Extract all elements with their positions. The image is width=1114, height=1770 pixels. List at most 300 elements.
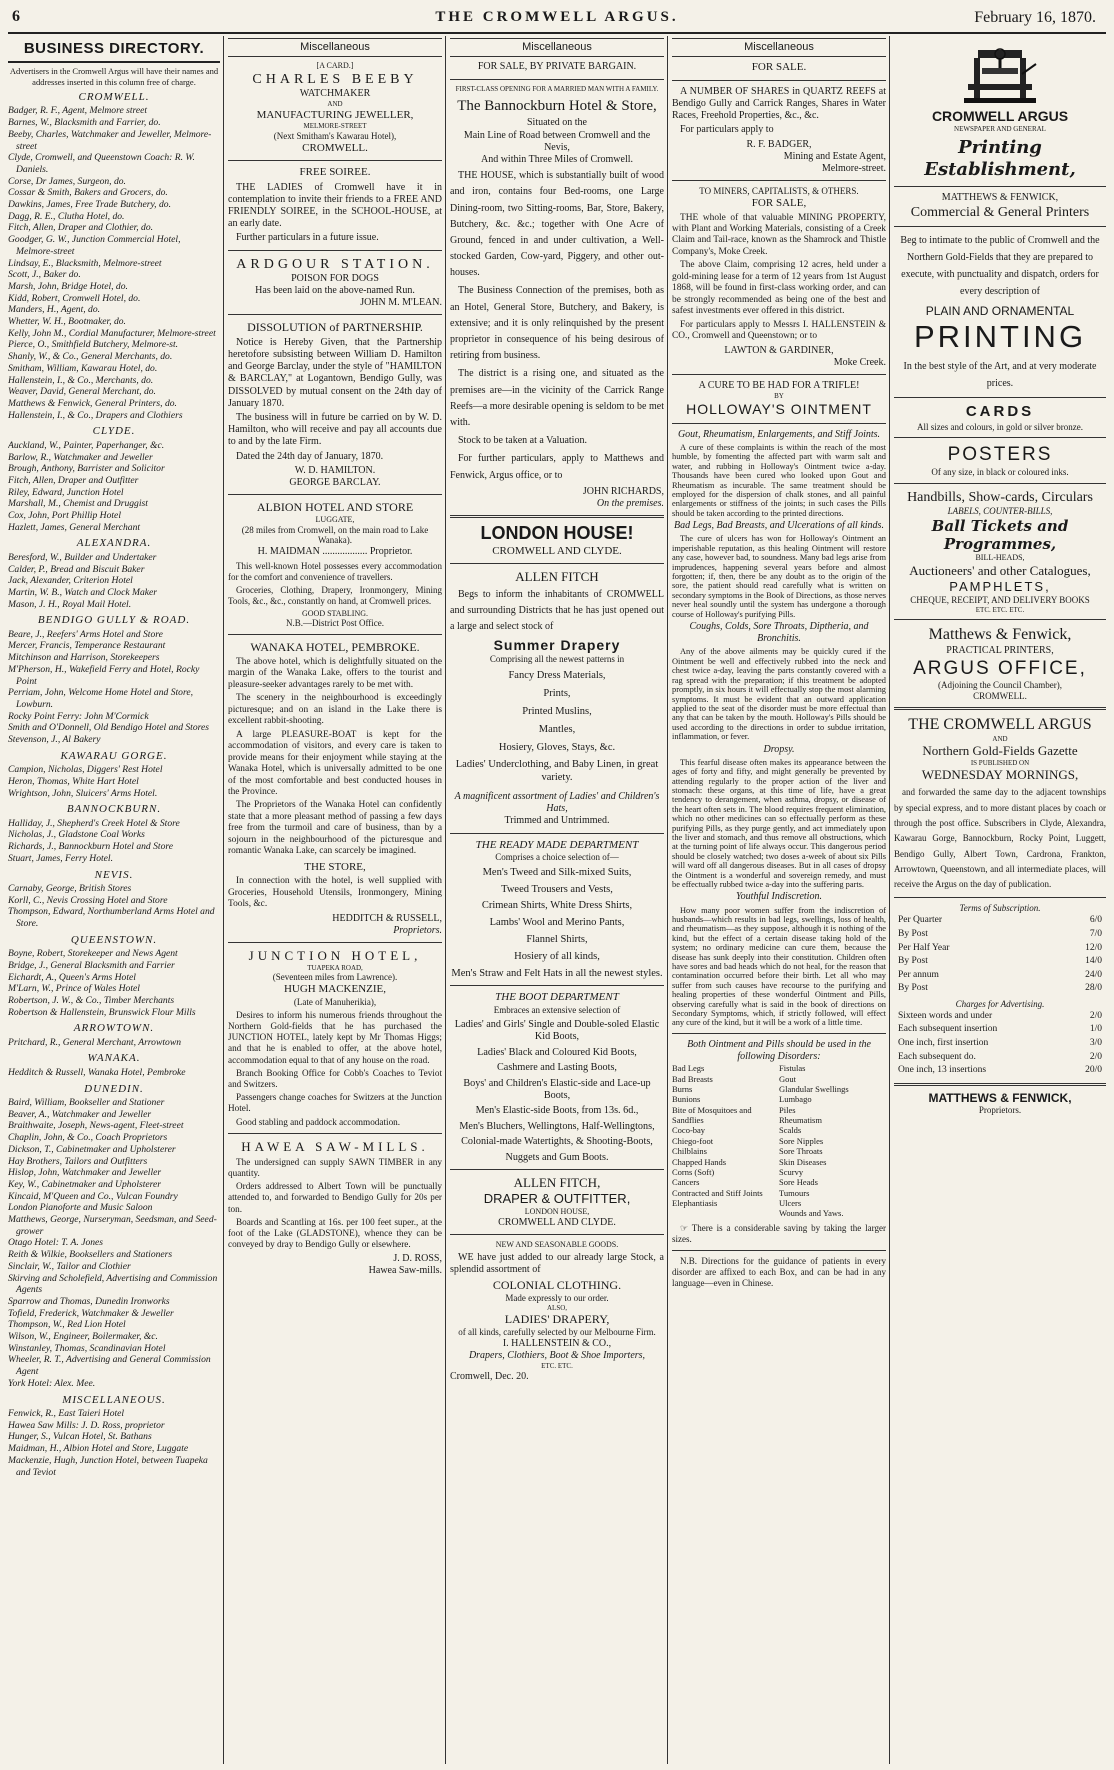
miscellaneous-column-2 xyxy=(450,38,664,1763)
page-number: 6 xyxy=(12,8,20,25)
both-heading: Both Ointment and Pills should be used in the following Disorders: xyxy=(687,1038,871,1063)
posters-sub: Of any size, in black or coloured inks. xyxy=(931,466,1069,477)
cromwell-line: CROMWELL. xyxy=(973,691,1027,702)
dissolution-text: Notice is Hereby Given, that the Partnership heretofore subsisting between William D. Hamilton and George Barclay, under the style of "HAMILTON & BARCLAY," at Logantown, Bendigo Gully, was DISSOLVED by mutual consent on the 24th day of January 1870. xyxy=(228,336,442,409)
divider xyxy=(228,314,442,315)
list-item: Mantles, xyxy=(538,723,576,735)
directory-entry: Badger, R. F., Agent, Melmore street xyxy=(8,105,148,117)
directory-entry: Goodger, G. W., Junction Commercial Hotel, Melmore-street xyxy=(8,234,181,257)
directory-entry: Korll, C., Nevis Crossing Hotel and Store xyxy=(8,894,168,906)
directory-intro: Advertisers in the Cromwell Argus will have their names and addresses inserted in this column free of charge. xyxy=(9,66,219,87)
directory-entry: Fitch, Allen, Draper and Clothier, do. xyxy=(8,222,154,234)
directory-entry: Scott, J., Baker do. xyxy=(8,269,81,281)
disorder-item: Elephantiasis xyxy=(672,1197,718,1208)
wanaka-title: WANAKA HOTEL, PEMBROKE. xyxy=(250,640,420,655)
readymade-items xyxy=(450,867,664,981)
store-text: In connection with the hotel, is well supplied with Groceries, Household Utensils, Ironmongery, Mining Tools, &c. xyxy=(228,876,442,910)
beeby-trade: WATCHMAKER xyxy=(299,88,371,100)
boot-title: THE BOOT DEPARTMENT xyxy=(495,991,619,1004)
divider xyxy=(228,942,442,943)
directory-town-heading: DUNEDIN. xyxy=(84,1082,144,1095)
directory-entry: Perriam, John, Welcome Home Hotel and Store, Lowburn. xyxy=(8,687,193,710)
directory-entry: Marshall, M., Chemist and Druggist xyxy=(8,498,148,510)
rate-row xyxy=(894,928,1106,942)
for-sale-title: FOR SALE. xyxy=(751,61,807,74)
cards-sub: All sizes and colours, in gold or silver bronze. xyxy=(917,421,1083,432)
summer-drapery: Summer Drapery xyxy=(493,637,621,654)
rate-price: 14/0 xyxy=(1085,956,1102,967)
dissolution-text-2: The business will in future be carried on by W. D. Hamilton, who will receive and pay all accounts due to and by the late Firm. xyxy=(228,412,442,448)
rate-row xyxy=(894,914,1106,928)
directory-entry: Mackenzie, Hugh, Junction Hotel, between Tuapeka and Teviot xyxy=(8,1454,208,1478)
paper-name: THE CROMWELL ARGUS xyxy=(908,716,1092,734)
readymade-title: THE READY MADE DEPARTMENT xyxy=(475,838,639,851)
column-rule xyxy=(667,36,668,1764)
directory-entry: Beresford, W., Builder and Undertaker xyxy=(8,551,157,563)
etc: ETC. ETC. xyxy=(541,1362,573,1371)
hawea-text-3: Boards and Scantling at 16s. per 100 feet super., at the foot of the Lake (GLADSTONE), whence they can be conveyed by dray to Bendigo Gully or elsewhere. xyxy=(228,1216,442,1250)
directory-entry: Manders, H., Agent, do. xyxy=(8,304,101,316)
column-header: Miscellaneous xyxy=(672,38,886,57)
directory-entry: Kincaid, M'Queen and Co., Vulcan Foundry xyxy=(8,1190,178,1202)
hawea-text: The undersigned can supply SAWN TIMBER in any quantity. xyxy=(228,1156,442,1178)
directory-entry: Robertson, J. W., & Co., Timber Merchants xyxy=(8,994,175,1006)
directory-entry: Sinclair, W., Tailor and Clothier xyxy=(8,1260,131,1272)
subscription-table xyxy=(894,914,1106,995)
directory-entry: Baird, William, Bookseller and Stationer xyxy=(8,1097,165,1108)
fitch-text: Begs to inform the inhabitants of CROMWELL and surrounding Districts that he has just opened out a large and select stock of xyxy=(450,589,664,633)
rate-price: 28/0 xyxy=(1085,983,1102,994)
divider xyxy=(450,515,664,518)
hallenstein-trade: Drapers, Clothiers, Boot & Shoe Importers, xyxy=(468,1349,646,1361)
divider xyxy=(672,423,886,424)
directory-town-heading: BENDIGO GULLY & ROAD. xyxy=(37,614,191,627)
wanaka-text-4: The Proprietors of the Wanaka Hotel can confidently state that a more pleasant method of passing a few days free from the turmoil and care of business, than by a sojourn in the neighbourhood of the picturesque and romantic Wanaka Lake, can scarcely be imagined. xyxy=(228,800,442,857)
disorder-item: Bite of Mosquitoes and Sandflies xyxy=(672,1104,752,1126)
divider xyxy=(672,374,886,375)
directory-town-heading: ARROWTOWN. xyxy=(73,1022,155,1035)
soiree-title: FREE SOIREE. xyxy=(299,166,371,179)
directory-entry: Smitham, William, Kawarau Hotel, do. xyxy=(8,362,158,374)
masthead xyxy=(8,6,1106,34)
legs-heading: Bad Legs, Bad Breasts, and Ulcerations of all kinds. xyxy=(674,520,884,532)
labels: LABELS, COUNTER-BILLS, xyxy=(947,505,1053,516)
disorder-item: Chilblains xyxy=(672,1146,707,1157)
rate-price: 20/0 xyxy=(1085,1065,1102,1076)
store-sign: HEDDITCH & RUSSELL, xyxy=(332,912,442,924)
paper-title: THE CROMWELL ARGUS. xyxy=(435,9,679,25)
directory-entry: Clyde, Cromwell, and Queenstown Coach: R. W. Daniels. xyxy=(8,152,195,175)
argus-sub: NEWSPAPER AND GENERAL xyxy=(954,125,1046,134)
soiree-note: Further particulars in a future issue. xyxy=(236,232,379,244)
list-item: Cashmere and Lasting Boots, xyxy=(497,1062,617,1074)
dissolution-sign-2: GEORGE BARCLAY. xyxy=(289,476,381,488)
directory-entry: Dawkins, James, Free Trade Butchery, do. xyxy=(8,199,171,211)
directory-entry: Hay Brothers, Tailors and Outfitters xyxy=(8,1155,148,1167)
coughs-heading: Coughs, Colds, Sore Throats, Diptheria, and Bronchitis. xyxy=(689,621,869,645)
billheads: BILL-HEADS, xyxy=(975,553,1025,563)
disorder-item: Chiego-foot xyxy=(672,1135,714,1146)
divider xyxy=(450,985,664,986)
directory-entry: Stuart, James, Ferry Hotel. xyxy=(8,852,113,864)
rate-price: 3/0 xyxy=(1089,1037,1102,1048)
directory-entry: Pritchard, R., General Merchant, Arrowtown xyxy=(8,1036,182,1048)
gout-text: A cure of these complaints is within the reach of the most humble, by fomenting the affected part with warm salt and water, and rubbing in Holloway's Ointment twice a-day. Thousands have been cured who looked upon Gout and Rheumatism as incurable. The same treatment should be employed for the dispersion of chalk stones, and all painful enlargements or stiffness of the joints; in such cases the Pills should be taken according to the printed directions. xyxy=(672,443,886,518)
directory-entry: Carnaby, George, British Stores xyxy=(8,882,132,894)
directory-entry: Matthews, George, Nurseryman, Seedsman, and Seed-grower xyxy=(8,1214,217,1237)
wednesday-mornings: WEDNESDAY MORNINGS, xyxy=(921,767,1079,783)
beeby-trade-2: MANUFACTURING JEWELLER, xyxy=(256,108,414,121)
disorder-item: Lumbago xyxy=(779,1094,812,1105)
miners-title: TO MINERS, CAPITALISTS, & OTHERS. xyxy=(699,186,859,197)
list-item: Men's Tweed and Silk-mixed Suits, xyxy=(482,866,632,878)
junction-text-3: Passengers change coaches for Switzers at the Junction Hotel. xyxy=(228,1092,442,1114)
directory-entry: Barlow, R., Watchmaker and Jeweller xyxy=(8,451,153,463)
nb-note: N.B. Directions for the guidance of patients in every disorder are affixed to each Box, and can be had in any language—even in Chinese. xyxy=(672,1255,886,1288)
adjoining: (Adjoining the Council Chamber), xyxy=(938,680,1062,691)
directory-entry: Tofield, Frederick, Watchmaker & Jeweller xyxy=(8,1307,174,1319)
directory-entry: Dagg, R. E., Clutha Hotel, do. xyxy=(8,210,125,222)
rate-price: 1/0 xyxy=(1089,1024,1102,1035)
soiree-text: THE LADIES of Cromwell have it in contemplation to invite their friends to a FREE AND FRIENDLY SOIREE, in the SCHOOL-HOUSE, at an early date. xyxy=(228,181,442,230)
directory-entry: Marsh, John, Bridge Hotel, do. xyxy=(8,280,128,292)
rate-row xyxy=(894,1010,1106,1024)
junction-text-2: Branch Booking Office for Cobb's Coaches to Teviot and Switzers. xyxy=(228,1067,442,1090)
colonial-clothing: COLONIAL CLOTHING. xyxy=(492,1278,622,1292)
directory-entry: Hallenstein, I., & Co., Merchants, do. xyxy=(8,374,154,386)
published-line: IS PUBLISHED ON xyxy=(970,758,1030,767)
directory-entry: Jack, Alexander, Criterion Hotel xyxy=(8,575,133,587)
divider xyxy=(894,186,1106,187)
divider xyxy=(450,833,664,834)
dropsy-text: This fearful disease often makes its appearance between the ages of forty and fifty, and might generally be prevented by attending regularly to the proper action of the liver and stomach: these organs, at this time of life, have a great tendency to derangement, when asthma, dropsy, or disease of the heart often sets in. The blood requires frequent elimination, which no other medicines can so effectually perform as these purifying Pills, as they purge gently, and act immediately upon the liver and stomach, and thus remove all obstructions, which at the turning point of life always occur. This dangerous period should be closely watched; two doses a-week of about six Pills will ward off all dangerous diseases. But in all cases of dropsy the Ointment is a wonderful and sovereign remedy, and must be effectually rubbed twice a-day into the suffering parts. xyxy=(672,757,886,890)
divider xyxy=(672,1250,886,1251)
directory-entry: Rocky Point Ferry: John M'Cormick xyxy=(8,710,149,722)
rate-row xyxy=(894,982,1106,996)
directory-entry: M'Larn, W., Prince of Wales Hotel xyxy=(8,983,140,995)
directory-entry: Kidd, Robert, Cromwell Hotel, do. xyxy=(8,292,141,304)
directory-entry: Fitch, Allen, Draper and Outfitter xyxy=(8,474,139,486)
house-text: THE HOUSE, which is substantially built of wood and iron, contains four Bed-rooms, one Large Dining-room, two Sitting-rooms, Bar, Store, Bakery, Butchery, &c. &c.; together with One Acre of Ground, fenced in and under cultivation, a Well-stocked Garden, Cow-yard, Piggery, and other out-houses. xyxy=(450,170,664,279)
disorder-item: Chapped Hands xyxy=(672,1156,727,1167)
divider xyxy=(894,437,1106,438)
disorder-item: Contracted and Stiff Joints xyxy=(672,1187,763,1198)
london-house: LONDON HOUSE, xyxy=(524,1206,590,1216)
directory-entry: Wheeler, R. T., Advertising and General Commission Agent xyxy=(8,1354,211,1378)
rate-price: 2/0 xyxy=(1089,1051,1102,1062)
list-item: Colonial-made Watertights, & Shooting-Boots, xyxy=(461,1136,653,1148)
column-header: Miscellaneous xyxy=(450,38,664,57)
directory-town-heading: ALEXANDRA. xyxy=(76,537,152,550)
house-text-3: The district is a rising one, and situated as the premises are—in the vicinity of the Carrick Range Reefs—a more desirable opening is seldom to be met with. xyxy=(450,368,664,428)
divider xyxy=(450,563,664,564)
printing-establishment-column xyxy=(894,38,1106,1763)
disorder-item: Piles xyxy=(779,1104,796,1115)
beeby-and: AND xyxy=(327,100,343,109)
holloway-title: HOLLOWAY'S OINTMENT xyxy=(686,400,872,417)
list-item: Men's Straw and Felt Hats in all the newest styles. xyxy=(451,967,663,979)
rate-row xyxy=(894,1051,1106,1065)
directory-heading: BUSINESS DIRECTORY. xyxy=(8,38,220,63)
wanaka-text-3: A large PLEASURE-BOAT is kept for the accommodation of visitors, and every care is taken to provide means for their enjoyment while staying at the Wanaka Hotel, which is universally admitted to be one of the most comfortable and best conducted houses in the Province. xyxy=(228,729,442,797)
issue-date: February 16, 1870. xyxy=(974,9,1096,26)
directory-entry: Braithwaite, Joseph, News-agent, Fleet-street xyxy=(8,1120,184,1132)
hotel-name: The Bannockburn Hotel & Store, xyxy=(457,98,657,115)
directory-entry: M'Pherson, H., Wakefield Ferry and Hotel, Rocky Point xyxy=(8,663,200,687)
cromwell-clyde: CROMWELL AND CLYDE. xyxy=(498,1216,616,1228)
beeby-street: MELMORE-STREET xyxy=(303,122,367,131)
list-item: Hosiery of all kinds, xyxy=(514,950,600,962)
directory-entry: Matthews & Fenwick, General Printers, do. xyxy=(8,398,177,409)
london-sub: CROMWELL AND CLYDE. xyxy=(492,545,622,558)
gout-heading: Gout, Rheumatism, Enlargements, and Stiff Joints. xyxy=(677,428,881,440)
junction-late: (Late of Manuherikia), xyxy=(293,996,377,1007)
divider xyxy=(894,226,1106,227)
directory-entry: Whetter, W. H., Bootmaker, do. xyxy=(8,316,126,328)
ardgour-title: ARDGOUR STATION. xyxy=(236,256,434,272)
shares-text: A NUMBER OF SHARES in QUARTZ REEFS at Bendigo Gully and Carrick Ranges, Shares in Water Races, Freehold Properties, &c., &c. xyxy=(672,85,886,122)
miscellaneous-column-1 xyxy=(228,38,442,1763)
sale-title: FOR SALE, BY PRIVATE BARGAIN. xyxy=(477,61,637,73)
directory-entry: Hazlett, James, General Merchant xyxy=(8,521,141,533)
disorder-item: Glandular Swellings xyxy=(779,1083,849,1094)
disorder-item: Scalds xyxy=(779,1125,802,1136)
disorder-item: Rheumatism xyxy=(779,1115,822,1126)
divider xyxy=(450,1234,664,1235)
footer-firm: MATTHEWS & FENWICK, xyxy=(928,1090,1072,1105)
dissolution-title: DISSOLUTION of PARTNERSHIP. xyxy=(247,320,423,335)
divider xyxy=(228,494,442,495)
fitch-name: ALLEN FITCH xyxy=(515,569,599,585)
rate-price: 7/0 xyxy=(1089,928,1102,939)
legs-text: The cure of ulcers has won for Holloway's Ointment an imperishable reputation, as this healing Ointment will restore any case, however bad, to soundness. Many bad legs arise from imprudences, happening several years before and almost forgotten; if, then, there be any doubt as to the origin of the sore, the patient should read carefully what is written on secondary symptoms in the Book of Directions, as those nerves never heal soundly until the system has undergone a thorough course of Holloway's purifying Pills. xyxy=(672,534,886,619)
directory-entry: Otago Hotel: T. A. Jones xyxy=(8,1237,104,1249)
directory-entry: Beaver, A., Watchmaker and Jeweller xyxy=(8,1108,152,1120)
column-header: Miscellaneous xyxy=(228,38,442,57)
ardgour-sub: POISON FOR DOGS xyxy=(291,272,379,284)
albion-stabling: GOOD STABLING. xyxy=(301,608,369,618)
list-item: Crimean Shirts, White Dress Shirts, xyxy=(481,900,633,912)
list-item: Fancy Dress Materials, xyxy=(508,670,606,682)
disorder-item: Gout xyxy=(779,1073,796,1084)
shares-sign: R. F. BADGER, xyxy=(746,138,812,150)
directory-entry: Sparrow and Thomas, Dunedin Ironworks xyxy=(8,1295,170,1307)
disorder-item: Cancers xyxy=(672,1177,700,1188)
directory-entry: Calder, P., Bread and Biscuit Baker xyxy=(8,563,145,575)
directory-town-heading: KAWARAU GORGE. xyxy=(60,749,168,762)
directory-entry: Skirving and Scholefield, Advertising and Commission Agents xyxy=(8,1272,218,1296)
albion-nb: N.B.—District Post Office. xyxy=(285,618,385,629)
directory-entry: Nicholas, J., Gladstone Coal Works xyxy=(8,829,145,841)
rate-row xyxy=(894,1023,1106,1037)
hawea-sign-2: Hawea Saw-mills. xyxy=(368,1264,442,1276)
disorders-right xyxy=(779,1063,886,1218)
directory-entry: Stevenson, J., Al Bakery xyxy=(8,734,101,746)
ardgour-sign: JOHN M. M'LEAN. xyxy=(360,297,442,309)
directory-entry: Mason, J. H., Royal Mail Hotel. xyxy=(8,598,132,610)
directory-town-heading: NEVIS. xyxy=(94,868,134,881)
miners-text-3: For particulars apply to Messrs I. HALLENSTEIN & CO., Cromwell and Queenstown; or to xyxy=(672,319,886,342)
directory-entry: York Hotel: Alex. Mee. xyxy=(8,1377,96,1389)
directory-entry: Hawea Saw Mills: J. D. Ross, proprietor xyxy=(8,1419,165,1431)
london-title: LONDON HOUSE! xyxy=(480,523,634,544)
directory-town-heading: CROMWELL. xyxy=(78,91,150,104)
shares-sign-3: Melmore-street. xyxy=(821,162,886,174)
dated: Cromwell, Dec. 20. xyxy=(450,1370,529,1382)
list-item: Hosiery, Gloves, Stays, &c. xyxy=(498,741,616,753)
miners-sale: FOR SALE, xyxy=(751,197,807,210)
business-directory-column xyxy=(8,38,220,1763)
summer-sub: Comprising all the newest patterns in xyxy=(489,654,625,665)
disorder-item: Bunions xyxy=(672,1094,701,1105)
miners-sign-2: Moke Creek. xyxy=(833,356,886,368)
list-item: Prints, xyxy=(543,688,571,700)
directory-entry: Heron, Thomas, White Hart Hotel xyxy=(8,775,139,787)
coughs-text: Any of the above ailments may be quickly cured if the Ointment be well and effectively rubbed into the neck and chest twice a-day, leaving the parts constantly covered with a rag spread with the preparation; if this treatment be adopted promptly, in six hours it will effectually stop the most alarming symptoms. It must be evident that an outward application applied to the seat of the disorder must be more effectual than any that can be taken by the mouth. Holloway's Pills should be used according to the directions in order to subdue irritation, inflammation, or fever. xyxy=(672,647,886,742)
rate-label: By Post xyxy=(898,956,928,967)
junction-name: HUGH MACKENZIE, xyxy=(283,983,387,996)
directory-entry: Campion, Nicholas, Diggers' Rest Hotel xyxy=(8,764,163,776)
rate-row xyxy=(894,1064,1106,1078)
store-title: THE STORE, xyxy=(304,860,366,873)
directory-entry: Brough, Anthony, Barrister and Solicitor xyxy=(8,463,165,475)
rate-label: Sixteen words and under xyxy=(898,1010,993,1021)
hallenstein: I. HALLENSTEIN & CO., xyxy=(502,1337,612,1349)
directory-entry: Robertson & Hallenstein, Brunswick Flour Mills xyxy=(8,1006,196,1018)
argus-name: CROMWELL ARGUS xyxy=(931,108,1069,124)
disorders-left xyxy=(672,1063,779,1218)
list-item: Ladies' Underclothing, and Baby Linen, in great variety. xyxy=(455,759,659,784)
hotel-situated: Situated on the xyxy=(527,117,587,129)
rate-row xyxy=(894,955,1106,969)
directory-entry: Richards, J., Bannockburn Hotel and Store xyxy=(8,841,174,853)
directory-entry: Cossar & Smith, Bakers and Grocers, do. xyxy=(8,187,168,199)
youth-heading: Youthful Indiscretion. xyxy=(736,891,822,903)
disorder-item: Coco-bay xyxy=(672,1125,706,1136)
directory-entry: Hislop, John, Watchmaker and Jeweller xyxy=(8,1167,162,1179)
directory-entry: Mercer, Francis, Temperance Restaurant xyxy=(8,640,166,652)
cure-by: BY xyxy=(774,392,784,401)
rate-label: Per annum xyxy=(898,969,939,980)
rate-label: One inch, 13 insertions xyxy=(898,1065,987,1076)
all-kinds: of all kinds, carefully selected by our Melbourne Firm. xyxy=(458,1326,656,1337)
rate-label: Per Half Year xyxy=(898,942,950,953)
ball-tickets: Ball Tickets and Programmes, xyxy=(931,516,1069,553)
disorder-item: Skin Diseases xyxy=(779,1156,827,1167)
divider xyxy=(228,160,442,161)
shares-apply: For particulars apply to xyxy=(680,124,774,136)
directory-entry: Barnes, W., Blacksmith and Farrier, do. xyxy=(8,117,161,129)
disorder-item: Tumours xyxy=(779,1187,810,1198)
list-item: Ladies' Black and Coloured Kid Boots, xyxy=(477,1046,637,1058)
directory-entry: Smith and O'Donnell, Old Bendigo Hotel and Stores xyxy=(8,722,210,734)
pamphlets: PAMPHLETS, xyxy=(949,578,1051,594)
junction-text: Desires to inform his numerous friends throughout the Northern Gold-fields that he has purchased the JUNCTION HOTEL, lately kept by Mr Thomas Higgs; and that he is enabled to offer, at the above hotel, accommodation equal to that of any house on the road. xyxy=(228,1009,442,1065)
made-to-order: Made expressly to our order. xyxy=(505,1292,609,1303)
etc-line: ETC. ETC. ETC. xyxy=(975,605,1025,614)
directory-town-heading: CLYDE. xyxy=(92,425,136,438)
junction-road: TUAPEKA ROAD, xyxy=(307,963,363,972)
directory-entry: Bridge, J., General Blacksmith and Farrier xyxy=(8,959,175,971)
divider xyxy=(894,1083,1106,1086)
directory-entry: Lindsay, E., Blacksmith, Melmore-street xyxy=(8,257,162,269)
rate-label: Each subsequent insertion xyxy=(898,1024,998,1035)
directory-entry: Thompson, W., Red Lion Hotel xyxy=(8,1319,126,1331)
disorder-item: Bad Legs xyxy=(672,1063,705,1074)
directory-entry: Wrightson, John, Sluicers' Arms Hotel. xyxy=(8,787,158,799)
gazette-name: Northern Gold-Fields Gazette xyxy=(922,743,1078,759)
directory-entry: Hunger, S., Vulcan Hotel, St. Bathans xyxy=(8,1431,152,1443)
and-line: AND xyxy=(992,734,1008,743)
divider xyxy=(894,483,1106,484)
directory-entry: Chaplin, John, & Co., Coach Proprietors xyxy=(8,1132,168,1144)
rate-row xyxy=(894,942,1106,956)
disorder-item: Bad Breasts xyxy=(672,1073,713,1084)
we-have: WE have just added to our already large Stock, a splendid assortment of xyxy=(450,1251,664,1275)
rate-price: 2/0 xyxy=(1089,1010,1102,1021)
commercial-printers: Commercial & General Printers xyxy=(910,204,1090,220)
house-text-2: The Business Connection of the premises, both as an Hotel, General Store, Butchery, and Bakery, is extensive; and it is only relinquished by the present proprietor in consequence of his being desirous of retiring from business. xyxy=(450,285,664,362)
hawea-text-2: Orders addressed to Albert Town will be punctually attended to, and forwarded to Bendigo Gully for 20s per ton. xyxy=(228,1181,442,1214)
directory-entry: Dickson, T., Cabinetmaker and Upholsterer xyxy=(8,1143,176,1155)
directory-entry: Cox, John, Port Phillip Hotel xyxy=(8,510,121,522)
directory-entry: Martin, W. B., Watch and Clock Maker xyxy=(8,586,158,598)
argus-office: ARGUS OFFICE, xyxy=(913,657,1087,679)
albion-place: LUGGATE, xyxy=(315,514,355,524)
house-sign-2: On the premises. xyxy=(596,497,664,509)
rate-row xyxy=(894,1037,1106,1051)
plain-ornamental: PLAIN AND ORNAMENTAL xyxy=(925,303,1075,318)
list-item: Boys' and Children's Elastic-side and Lace-up Boots, xyxy=(463,1077,651,1102)
firm-name: MATTHEWS & FENWICK, xyxy=(941,191,1059,203)
directory-town-heading: BANNOCKBURN. xyxy=(66,803,162,816)
list-item: Flannel Shirts, xyxy=(526,934,588,946)
beg-text: Beg to intimate to the public of Cromwell and the Northern Gold-Fields that they are prepared to execute, with punctuality and dispatch, orders for every description of xyxy=(900,234,1100,297)
shares-sign-2: Mining and Estate Agent, xyxy=(783,150,886,162)
rate-row xyxy=(894,969,1106,983)
best-style: In the best style of the Art, and at very moderate prices. xyxy=(903,361,1097,390)
rate-label: One inch, first insertion xyxy=(898,1037,989,1048)
disorder-item: Sore Heads xyxy=(779,1177,818,1188)
directory-entry: Maidman, H., Albion Hotel and Store, Luggate xyxy=(8,1443,189,1455)
printing-big: PRINTING xyxy=(913,319,1087,355)
list-item: Ladies' and Girls' Single and Double-soled Elastic Kid Boots, xyxy=(454,1018,660,1043)
albion-text: This well-known Hotel possesses every accommodation for the comfort and convenience of travellers. xyxy=(228,560,442,582)
rate-label: Per Quarter xyxy=(898,915,943,926)
disorder-item: Ulcers xyxy=(779,1197,802,1208)
disorder-item: Scurvy xyxy=(779,1166,804,1177)
directory-sections xyxy=(8,91,220,1478)
hats-line: A magnificent assortment of Ladies' and Children's Hats, xyxy=(454,790,660,815)
directory-entry: Beare, J., Reefers' Arms Hotel and Store xyxy=(8,628,163,640)
practical-printers: PRACTICAL PRINTERS, xyxy=(946,644,1054,656)
ardgour-text: Has been laid on the above-named Run. xyxy=(255,284,415,296)
divider xyxy=(894,897,1106,898)
directory-entry: Shanly, W., & Co., General Merchants, do. xyxy=(8,351,173,363)
column-rule xyxy=(889,36,890,1764)
miscellaneous-column-3 xyxy=(672,38,886,1763)
directory-entry: Hallenstein, I., & Co., Drapers and Clothiers xyxy=(8,409,183,421)
list-item: Lambs' Wool and Merino Pants, xyxy=(489,917,625,929)
sale-sub: FIRST-CLASS OPENING FOR A MARRIED MAN WITH A FAMILY. xyxy=(455,84,659,93)
divider xyxy=(672,1033,886,1034)
draper-outfitter: DRAPER & OUTFITTER, xyxy=(483,1191,631,1207)
forwarded-text: and forwarded the same day to the adjacent townships by special express, and to more distant places by coach or through the post office. Subscribers in Clyde, Alexandra, Kawarau Gorge, Bannockburn, Rocky Point, Luggett, Bendigo Gully, Albert Town, Cardrona, Frankton, Arrowtown, Queenstown, and all intermediate places, will receive the Argus on the day of publication. xyxy=(894,787,1106,890)
list-item: Tweed Trousers and Vests, xyxy=(501,883,613,895)
directory-entry: Boyne, Robert, Storekeeper and News Agent xyxy=(8,948,178,960)
boot-items xyxy=(450,1019,664,1164)
directory-town-heading: WANAKA. xyxy=(87,1052,141,1065)
